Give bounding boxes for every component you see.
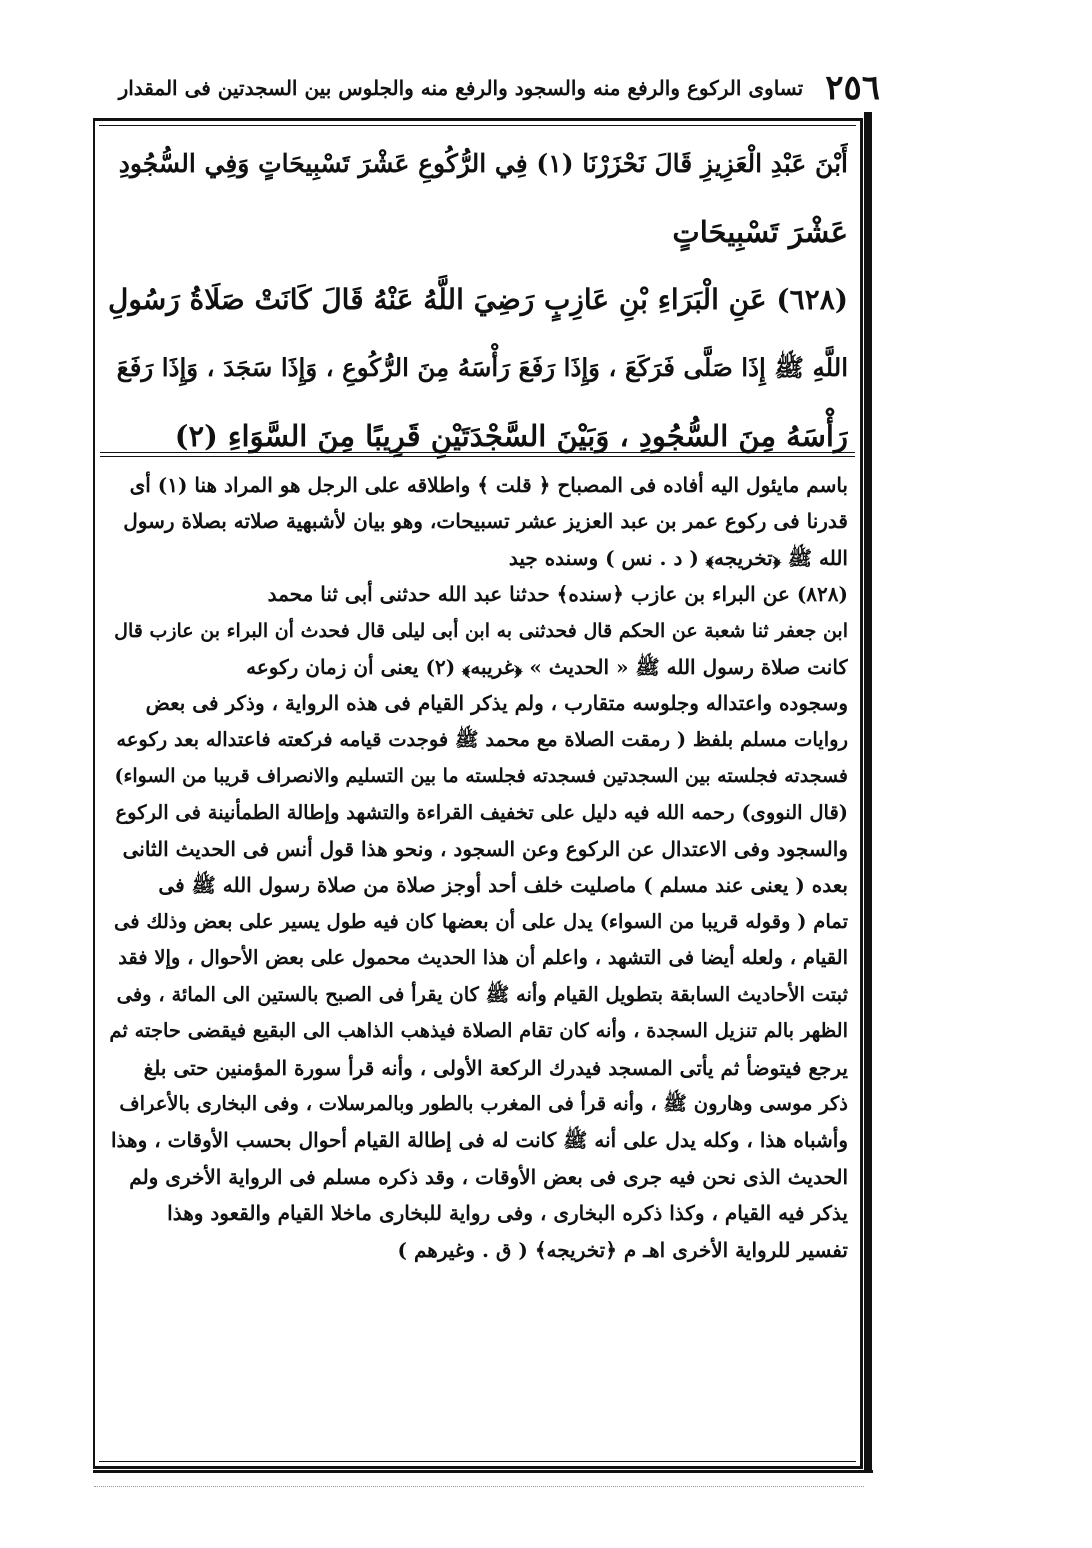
frame-right-bar [864, 112, 872, 1472]
commentary-text [108, 467, 848, 1268]
commentary-line: يذكر فيه القيام ، وكذا ذكره البخارى ، وفى رواية للبخارى ماخلا القيام والقعود وهذا [167, 1201, 848, 1226]
commentary-line: وأشباه هذا ، وكله يدل على أنه ﷺ كانت له فى إطالة القيام أحوال بحسب الأوقات ، وهذا [110, 1128, 848, 1153]
hadith-line: رَأْسَهُ مِنَ السُّجُودِ ، وَبَيْنَ السَّجْدَتَيْنِ قَرِيبًا مِنَ السَّوَاءِ (٢) [174, 419, 848, 453]
commentary-line: ذكر موسى وهارون ﷺ ، وأنه قرأ فى المغرب بالطور وبالمرسلات ، وفى البخارى بالأعراف [119, 1091, 848, 1115]
commentary-line: الحديث الذى نحن فيه جرى فى بعض الأوقات ، وقد ذكره مسلم فى الرواية الأخرى ولم [129, 1164, 848, 1189]
hadith-line: اللَّهِ ﷺ إِذَا صَلَّى فَرَكَعَ ، وَإِذَا رَفَعَ رَأْسَهُ مِنَ الرُّكُوعِ ، وَإِذَا سَجَدَ ، وَإِذَا رَفَعَ [116, 353, 848, 382]
commentary-line: الظهر بالم تنزيل السجدة ، وأنه كان تقام الصلاة فيذهب الذاهب الى البقيع فيقضى حاجته ثم [109, 1019, 848, 1043]
commentary-line: روايات مسلم بلفظ ( رمقت الصلاة مع محمد ﷺ فوجدت قيامه فركعته فاعتداله بعد ركوعه [116, 727, 848, 751]
commentary-line: قدرنا فى ركوع عمر بن عبد العزيز عشر تسبيحات، وهو بيان لأشبهية صلاته بصلاة رسول [123, 509, 848, 534]
commentary-line: باسم مايئول اليه أفاده فى المصباح ﴿ قلت ﴾ واطلاقه على الرجل هو المراد هنا (١) أى [129, 473, 848, 497]
running-header [110, 62, 880, 114]
bottom-edge-rule [94, 1486, 864, 1487]
commentary-line: يرجع فيتوضأ ثم يأتى المسجد فيدرك الركعة الأولى ، وأنه قرأ سورة المؤمنين حتى بلغ [143, 1055, 848, 1080]
hadith-line: أَبْنَ عَبْدِ الْعَزِيزِ قَالَ نَحْزَرْنَا (١) فِي الرُّكُوعِ عَشْرَ تَسْبِيحَاتٍ وَفِي السُّجُودِ [118, 149, 848, 178]
page-number: ٢٥٦ [825, 68, 880, 108]
commentary-line: كانت صلاة رسول الله ﷺ « الحديث » ﴿غريبه﴾ (٢) يعنى أن زمان ركوعه [246, 655, 848, 680]
commentary-line: (٨٢٨) عن البراء بن عازب ﴿سنده﴾ حدثنا عبد الله حدثنى أبى ثنا محمد [267, 582, 848, 607]
frame-bottom-rule [93, 1470, 873, 1473]
commentary-line: القيام ، ولعله أيضا فى التشهد ، واعلم أن هذا الحديث محمول على بعض الأحوال ، وإلا فقد [118, 946, 848, 970]
section-separator [100, 452, 855, 453]
commentary-line: ثبتت الأحاديث السابقة بتطويل القيام وأنه ﷺ كان يقرأ فى الصبح بالستين الى المائة ، وفى [116, 982, 848, 1006]
hadith-main-text [108, 130, 848, 470]
running-title: تساوى الركوع والرفع منه والسجود والرفع منه والجلوس بين السجدتين فى المقدار [118, 76, 804, 100]
commentary-line: فسجدته فجلسته بين السجدتين فسجدته فجلسته ما بين التسليم والانصراف قريبا من السواء) [114, 765, 848, 788]
hadith-line: عَشْرَ تَسْبِيحَاتٍ [672, 215, 848, 249]
commentary-line: والسجود وفى الاعتدال عن الركوع وعن السجود ، ونحو هذا قول أنس فى الحديث الثانى [122, 837, 848, 862]
commentary-line: تفسير للرواية الأخرى اهـ م ﴿تخريجه﴾ ( ق . وغيرهم ) [397, 1237, 848, 1262]
commentary-line: تمام ( وقوله قريبا من السواء) يدل على أن بعضها كان فيه طول يسير على بعض وذلك فى [114, 909, 848, 933]
commentary-line: وسجوده واعتداله وجلوسه متقارب ، ولم يذكر القيام فى هذه الرواية ، وذكر فى بعض [145, 691, 848, 716]
section-separator-double [100, 456, 855, 457]
commentary-line: ابن جعفر ثنا شعبة عن الحكم قال فحدثنى به ابن أبى ليلى قال فحدث أن البراء بن عازب قال [114, 619, 848, 642]
hadith-line: (٦٢٨) عَنِ الْبَرَاءِ بْنِ عَازِبٍ رَضِيَ اللَّهُ عَنْهُ قَالَ كَانَتْ صَلَاةُ رَسُولِ [108, 283, 848, 316]
commentary-line: (قال النووى) رحمه الله فيه دليل على تخفيف القراءة والتشهد وإطالة الطمأنينة فى الركوع [115, 800, 848, 824]
commentary-line: بعده ( يعنى عند مسلم ) ماصليت خلف أحد أوجز صلاة من صلاة رسول الله ﷺ فى [158, 873, 848, 898]
commentary-line: الله ﷺ ﴿تخريجه﴾ ( د . نس ) وسنده جيد [508, 545, 848, 570]
